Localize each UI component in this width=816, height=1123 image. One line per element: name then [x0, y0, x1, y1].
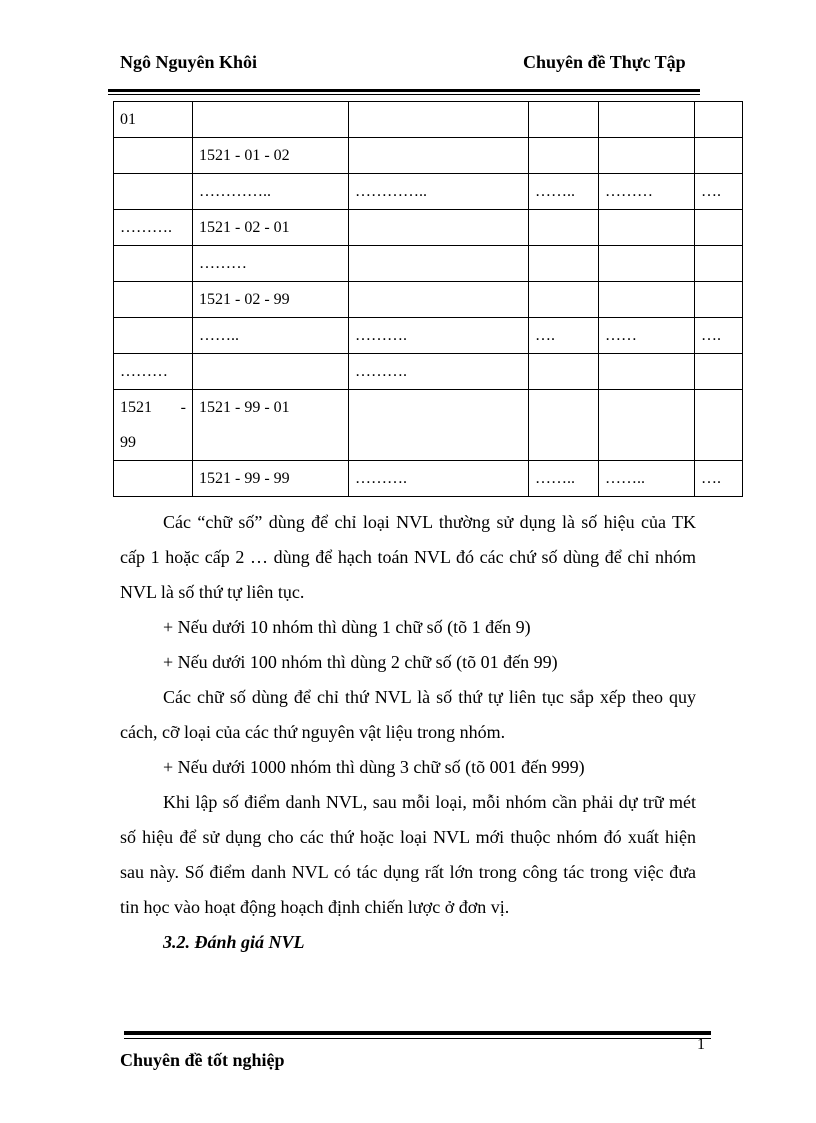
header-title: Chuyên đề Thực Tập	[523, 52, 686, 72]
paragraph: Khi lập số điểm danh NVL, sau mỗi loại, mỗi nhóm cần phải dự trữ mét số hiệu để sử dụng cho các thứ hoặc loại NVL mới thuộc nhóm đó xuất hiện sau này. Số điểm danh NVL có tác dụng rất lớn trong công tác trong việc đưa tin học vào hoạt động hoạch định chiến lược ở đơn vị.	[120, 792, 696, 917]
table-cell	[193, 354, 349, 390]
table-cell	[529, 390, 599, 461]
table-row	[114, 102, 743, 138]
table-cell: ………	[599, 174, 695, 210]
body-text	[120, 505, 696, 960]
table-cell: ……….	[349, 318, 529, 354]
paragraph: Các chữ số dùng để chỉ thứ NVL là số thứ tự liên tục sắp xếp theo quy cách, cỡ loại của các thứ nguyên vật liệu trong nhóm.	[120, 687, 696, 742]
section-heading: 3.2. Đánh giá NVL	[163, 932, 305, 952]
table-cell: ……	[599, 318, 695, 354]
paragraph: Các “chữ số” dùng để chỉ loại NVL thường sử dụng là số hiệu của TK cấp 1 hoặc cấp 2 … dùng để hạch toán NVL đó các chứ số dùng để chỉ nhóm NVL là số thứ tự liên tục.	[120, 512, 696, 602]
table-cell	[599, 282, 695, 318]
table-cell: ……..	[193, 318, 349, 354]
table-row	[114, 461, 743, 497]
table-cell	[349, 138, 529, 174]
table-row	[114, 246, 743, 282]
table-cell: 1521 - 02 - 99	[193, 282, 349, 318]
table-row	[114, 318, 743, 354]
table-cell	[114, 282, 193, 318]
table-cell: ……….	[114, 210, 193, 246]
table-cell	[529, 282, 599, 318]
table-cell: 1521 - 02 - 01	[193, 210, 349, 246]
paragraph: + Nếu dưới 1000 nhóm thì dùng 3 chữ số (tõ 001 đến 999)	[163, 757, 585, 777]
table-row	[114, 138, 743, 174]
header-author: Ngô Nguyên Khôi	[120, 52, 258, 72]
table-cell	[529, 210, 599, 246]
split-cell-code: 1521	[120, 399, 152, 416]
table-cell	[114, 318, 193, 354]
table-cell: ……….	[349, 461, 529, 497]
header-rule-thick	[108, 89, 700, 92]
header-rule-thin	[108, 94, 700, 95]
table-cell: ……..	[529, 174, 599, 210]
table-cell	[529, 354, 599, 390]
table-cell	[695, 210, 743, 246]
page-number: 1	[697, 1036, 705, 1053]
table-cell	[114, 246, 193, 282]
table-cell: ……….	[349, 354, 529, 390]
table-cell: 1521 - 01 - 02	[193, 138, 349, 174]
table-cell	[193, 102, 349, 138]
table-cell: …………..	[349, 174, 529, 210]
table-cell	[114, 138, 193, 174]
table-cell: ……..	[599, 461, 695, 497]
table-cell	[114, 174, 193, 210]
table-cell	[349, 390, 529, 461]
split-cell-line1	[120, 390, 186, 425]
table-cell	[599, 246, 695, 282]
table-row	[114, 354, 743, 390]
table-cell: ….	[695, 174, 743, 210]
table-row	[114, 210, 743, 246]
table-cell	[529, 246, 599, 282]
footer-rule-thick	[124, 1031, 711, 1035]
table-cell	[695, 138, 743, 174]
table-cell: 01	[114, 102, 193, 138]
split-cell-dash: -	[180, 399, 186, 416]
table-cell	[349, 102, 529, 138]
table-cell	[695, 282, 743, 318]
table-row	[114, 174, 743, 210]
table-cell: ………	[193, 246, 349, 282]
table-cell	[695, 102, 743, 138]
table-cell	[349, 282, 529, 318]
table-row	[114, 282, 743, 318]
table-cell	[349, 246, 529, 282]
footer-rule-thin	[124, 1038, 711, 1039]
table-cell	[695, 246, 743, 282]
table-cell: ……..	[529, 461, 599, 497]
table-cell	[599, 102, 695, 138]
table-cell	[599, 138, 695, 174]
paragraph: + Nếu dưới 10 nhóm thì dùng 1 chữ số (tõ 1 đến 9)	[163, 617, 531, 637]
table-row	[114, 390, 743, 461]
table-cell: 1521 - 99 - 99	[193, 461, 349, 497]
paragraph: + Nếu dưới 100 nhóm thì dùng 2 chữ số (tõ 01 đến 99)	[163, 652, 558, 672]
split-cell-line2: 99	[120, 434, 136, 451]
table-cell	[599, 210, 695, 246]
table-cell	[114, 390, 193, 461]
table-cell	[695, 390, 743, 461]
table-cell: ….	[529, 318, 599, 354]
account-code-table	[113, 101, 743, 497]
table-cell: …………..	[193, 174, 349, 210]
footer-title: Chuyên đề tốt nghiệp	[120, 1050, 285, 1070]
table-cell	[599, 354, 695, 390]
table-cell: ….	[695, 461, 743, 497]
table-cell	[349, 210, 529, 246]
table-cell: 1521 - 99 - 01	[193, 390, 349, 461]
table-cell: ………	[114, 354, 193, 390]
table-cell	[529, 102, 599, 138]
table-cell	[529, 138, 599, 174]
table-cell	[599, 390, 695, 461]
table-cell	[114, 461, 193, 497]
table-cell: ….	[695, 318, 743, 354]
table-cell	[695, 354, 743, 390]
